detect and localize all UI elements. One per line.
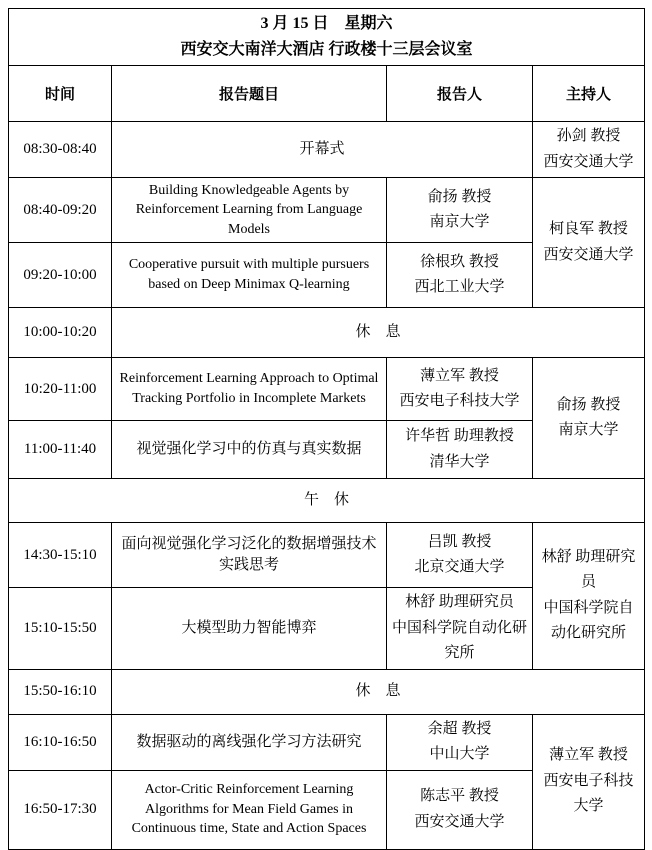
- text-line: 西安交通大学: [543, 153, 634, 170]
- schedule-row: [9, 669, 645, 714]
- text-line: 俞扬 教授: [556, 396, 621, 413]
- speaker-cell: [387, 588, 533, 670]
- time-cell: [9, 308, 112, 358]
- time-cell: [9, 669, 112, 714]
- talk-title-cell: [112, 358, 387, 421]
- time-cell: [9, 122, 112, 178]
- col-header-time: 时间: [9, 66, 112, 122]
- text-line: Actor-Critic Reinforcement Learning Algorithms for Mean Field Games in Continuous time, State and Action Spaces: [131, 782, 367, 837]
- talk-title-cell: [112, 770, 387, 849]
- text-line: 西安交通大学: [543, 246, 634, 263]
- speaker-cell: [387, 243, 533, 308]
- talk-title-cell: [112, 588, 387, 670]
- schedule-row: [9, 308, 645, 358]
- text-line: 陈志平 教授: [420, 788, 499, 804]
- text-line: 林舒 助理研究员: [405, 594, 514, 610]
- text-line: 林舒 助理研究员: [541, 548, 636, 591]
- text-line: 中国科学院自动化研究所: [391, 619, 527, 661]
- text-line: 午 休: [304, 492, 350, 509]
- col-header-talk-title: 报告题目: [112, 66, 387, 122]
- text-line: 西安交通大学: [414, 813, 505, 830]
- time-cell: [9, 421, 112, 479]
- text-line: 15:10-15:50: [23, 619, 97, 636]
- text-line: 16:10-16:50: [23, 733, 97, 750]
- time-cell: [9, 358, 112, 421]
- speaker-cell: [387, 178, 533, 243]
- speaker-cell: [387, 714, 533, 770]
- text-line: 南京大学: [558, 422, 619, 438]
- text-line: 孙剑 教授: [556, 128, 621, 144]
- schedule-row: [9, 714, 645, 770]
- col-header-chair: 主持人: [533, 66, 645, 122]
- text-line: 休 息: [355, 324, 401, 341]
- time-cell: [9, 243, 112, 308]
- text-line: 俞扬 教授: [427, 188, 492, 205]
- text-line: 吕凯 教授: [427, 533, 492, 550]
- time-cell: [9, 770, 112, 849]
- text-line: 余超 教授: [427, 720, 492, 737]
- text-line: 09:20-10:00: [23, 266, 97, 283]
- talk-title-cell: [112, 421, 387, 479]
- talk-title-cell: [112, 523, 387, 588]
- text-line: 西北工业大学: [414, 279, 505, 295]
- text-line: 数据驱动的离线强化学习方法研究: [136, 733, 362, 750]
- schedule-row: [9, 122, 645, 178]
- text-line: 视觉强化学习中的仿真与真实数据: [136, 441, 362, 457]
- time-cell: [9, 178, 112, 243]
- schedule-row: [9, 358, 645, 421]
- chair-cell: [533, 523, 645, 670]
- text-line: 大模型助力智能博弈: [181, 619, 317, 636]
- text-line: 休 息: [355, 683, 401, 700]
- text-line: 薄立军 教授: [549, 747, 628, 764]
- text-line: 薄立军 教授: [420, 367, 499, 384]
- text-line: 西安电子科技大学: [543, 772, 634, 815]
- speaker-cell: [387, 523, 533, 588]
- text-line: Cooperative pursuit with multiple pursuers based on Deep Minimax Q-learning: [128, 257, 370, 292]
- text-line: 11:00-11:40: [23, 441, 97, 457]
- chair-cell: [533, 122, 645, 178]
- chair-cell: [533, 714, 645, 849]
- text-line: 中国科学院自动化研究所: [543, 599, 634, 642]
- speaker-cell: [387, 358, 533, 421]
- text-line: Reinforcement Learning Approach to Optimal Tracking Portfolio in Incomplete Markets: [119, 371, 379, 406]
- text-line: 徐根玖 教授: [420, 253, 499, 270]
- schedule-title-cell: [9, 9, 645, 66]
- time-cell: [9, 523, 112, 588]
- text-line: 柯良军 教授: [549, 221, 628, 237]
- break-cell: [9, 479, 645, 523]
- text-line: 开幕式: [299, 141, 345, 158]
- time-cell: [9, 588, 112, 670]
- talk-title-cell: [112, 714, 387, 770]
- text-line: Building Knowledgeable Agents by Reinforcement Learning from Language Models: [135, 182, 363, 237]
- schedule-row: [9, 479, 645, 523]
- schedule-row: [9, 178, 645, 243]
- text-line: 14:30-15:10: [23, 546, 97, 563]
- chair-cell: [533, 358, 645, 479]
- chair-cell: [533, 178, 645, 308]
- talk-title-cell: [112, 178, 387, 243]
- text-line: 面向视觉强化学习泛化的数据增强技术实践思考: [121, 536, 377, 573]
- text-line: 08:30-08:40: [23, 141, 97, 157]
- break-cell: [112, 308, 645, 358]
- venue-line: 西安交大南洋大酒店 行政楼十三层会议室: [180, 41, 473, 58]
- speaker-cell: [387, 421, 533, 479]
- speaker-cell: [387, 770, 533, 849]
- talk-title-cell: [112, 243, 387, 308]
- text-line: 清华大学: [429, 453, 490, 470]
- schedule-rows: [9, 122, 645, 850]
- column-header-row: [9, 66, 645, 122]
- schedule-row: [9, 523, 645, 588]
- text-line: 南京大学: [429, 214, 490, 230]
- text-line: 15:50-16:10: [23, 683, 97, 699]
- text-line: 许华哲 助理教授: [405, 428, 514, 444]
- text-line: 中山大学: [429, 746, 490, 762]
- break-cell: [112, 122, 533, 178]
- col-header-speaker: 报告人: [387, 66, 533, 122]
- text-line: 16:50-17:30: [23, 801, 97, 817]
- date-line: 3 月 15 日 星期六: [260, 15, 393, 33]
- table-title-row: [9, 9, 645, 66]
- text-line: 08:40-09:20: [23, 201, 97, 218]
- schedule-table: [8, 8, 645, 850]
- time-cell: [9, 714, 112, 770]
- break-cell: [112, 669, 645, 714]
- text-line: 10:20-11:00: [23, 380, 97, 397]
- text-line: 10:00-10:20: [23, 324, 97, 340]
- text-line: 北京交通大学: [414, 559, 505, 575]
- text-line: 西安电子科技大学: [399, 393, 520, 409]
